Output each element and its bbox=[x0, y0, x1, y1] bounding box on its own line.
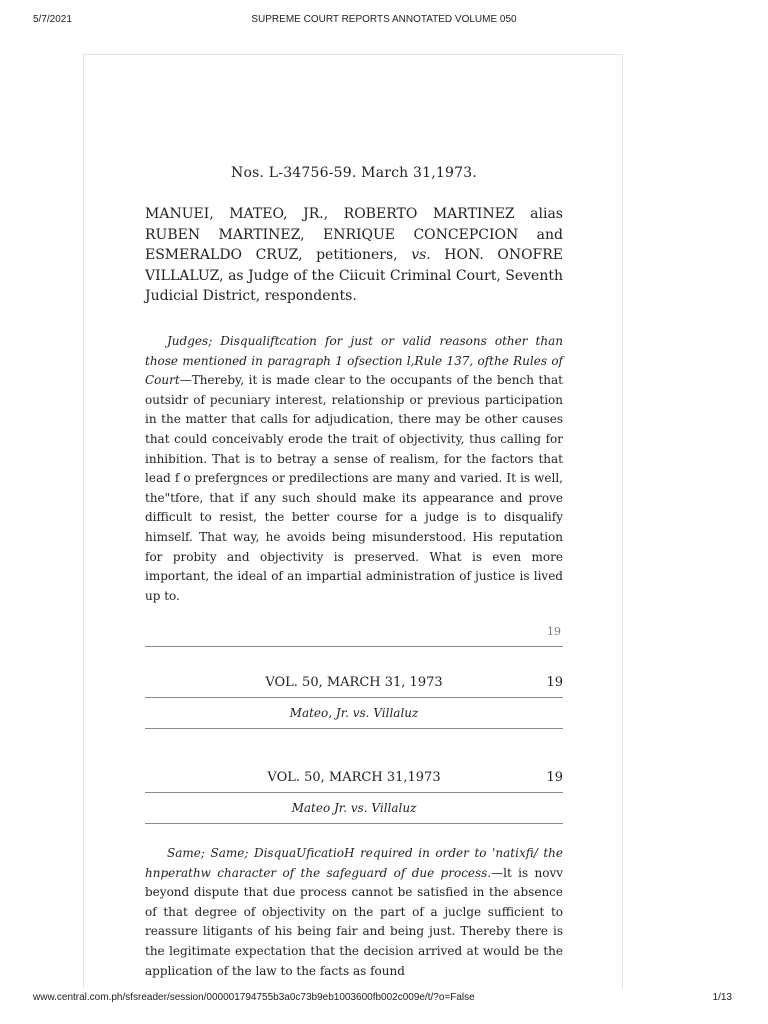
petitioners: MANUEI, MATEO, JR., ROBERTO MARTINEZ alias RUBEN MARTINEZ, ENRIQUE CONCEPCION and ESMERALDO CRUZ, petitioners, bbox=[145, 206, 563, 263]
respondents: HON. ONOFRE VILLALUZ, as Judge of the Ciicuit Criminal Court, Seventh Judicial District, respondents. bbox=[145, 247, 564, 304]
versus-label: vs. bbox=[411, 247, 431, 263]
syllabus-1-body: —Thereby, it is made clear to the occupants of the bench that outsidr of pecuniary interest, relationship or previous participation in the matter that calls for adjudication, there may be other causes that could conceivably erode the trait of objectivity, thus calling for inhibition. That is to betray a sense of realism, for the factors that lead f o prefergnces or predilections are many and varied. It is well, the"tfore, that if any such should make its appearance and prove difficult to resist, the better course for a judge is to disqualify himself. That way, he avoids being misunderstood. His reputation for probity and objectivity is preserved. What is even more important, the ideal of an impartial administration of justice is lived up to. bbox=[145, 373, 563, 603]
divider bbox=[145, 823, 563, 824]
running-head-2-title: Mateo Jr. vs. Villaluz bbox=[291, 801, 417, 815]
syllabus-2-heading: Same; Same; DisquaUficatioH required in order to 'natixfi/ the hnperathw character of the safeguard of due process. bbox=[145, 846, 563, 880]
running-head-1-page: 19 bbox=[546, 675, 563, 690]
syllabus-paragraph-2 bbox=[145, 844, 563, 981]
divider bbox=[145, 792, 563, 793]
case-number: Nos. L-34756-59. March 31,1973. bbox=[231, 165, 477, 181]
divider bbox=[145, 697, 563, 698]
print-date: 5/7/2021 bbox=[33, 14, 72, 25]
print-footer bbox=[0, 992, 768, 1008]
case-parties bbox=[145, 204, 563, 307]
print-url: www.central.com.ph/sfsreader/session/000001794755b3a0c73b9eb1003600fb002c009e/t/?o=False bbox=[33, 992, 475, 1003]
divider bbox=[145, 728, 563, 729]
running-head-2-page: 19 bbox=[546, 770, 563, 785]
running-head-2-volume: VOL. 50, MARCH 31,1973 bbox=[267, 770, 441, 785]
print-title: SUPREME COURT REPORTS ANNOTATED VOLUME 050 bbox=[251, 14, 517, 25]
syllabus-paragraph-1 bbox=[145, 332, 563, 606]
print-header bbox=[0, 14, 768, 30]
document-page bbox=[83, 54, 623, 988]
page-number-marker: 19 bbox=[547, 625, 561, 638]
running-head-1-title: Mateo, Jr. vs. Villaluz bbox=[289, 706, 419, 720]
print-page-count: 1/13 bbox=[712, 992, 732, 1003]
running-head-1-volume: VOL. 50, MARCH 31, 1973 bbox=[265, 675, 443, 690]
divider bbox=[145, 646, 563, 647]
syllabus-1-heading: Judges; Disqualiftcation for just or valid reasons other than those mentioned in paragraph 1 ofsection l,Rule 137, ofthe Rules of Court bbox=[145, 334, 563, 388]
syllabus-2-body: —lt is novv beyond dispute that due process cannot be satisfied in the absence of that degree of objectivity on the part of a juclge sufficient to reassure litigants of his being fair and being just. Thereby there is the legitimate expectation that the decision arrived at would be the application of the law to the facts as found bbox=[145, 865, 564, 978]
